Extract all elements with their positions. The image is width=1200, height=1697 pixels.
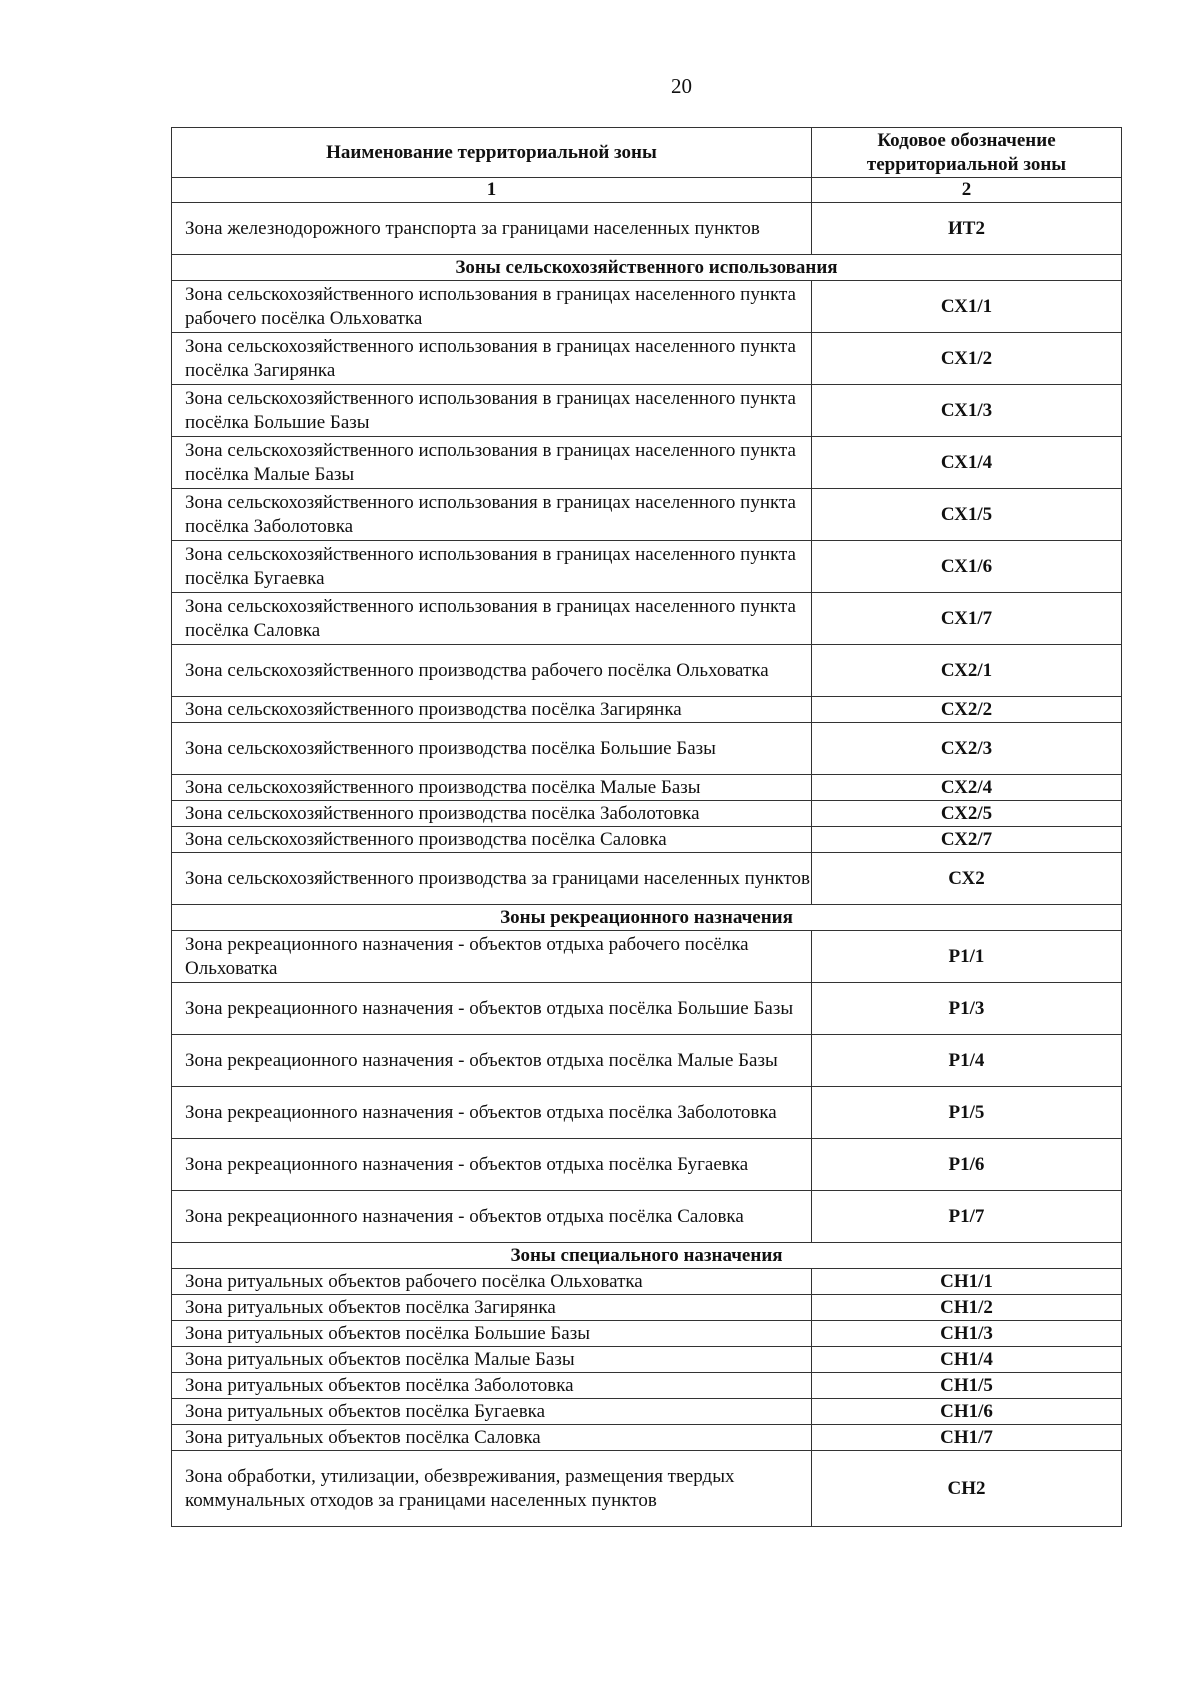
table-row bbox=[172, 645, 1122, 697]
table-row bbox=[172, 1087, 1122, 1139]
table-row bbox=[172, 489, 1122, 541]
zone-code-cell: Р1/4 bbox=[812, 1035, 1122, 1087]
table-row bbox=[172, 1295, 1122, 1321]
zone-code-cell: СН1/3 bbox=[812, 1321, 1122, 1347]
zone-code-cell: СХ1/7 bbox=[812, 593, 1122, 645]
zone-name-cell: Зона рекреационного назначения - объектов отдыха посёлка Бугаевка bbox=[172, 1139, 812, 1191]
zone-code-cell: Р1/5 bbox=[812, 1087, 1122, 1139]
header-zone-code: Кодовое обозначение территориальной зоны bbox=[812, 128, 1122, 178]
zone-code-cell: СН1/1 bbox=[812, 1269, 1122, 1295]
table-row bbox=[172, 593, 1122, 645]
zone-code-cell: СХ1/3 bbox=[812, 385, 1122, 437]
zone-name-cell: Зона ритуальных объектов рабочего посёлка Ольховатка bbox=[172, 1269, 812, 1295]
table-row bbox=[172, 203, 1122, 255]
zone-name-cell: Зона сельскохозяйственного производства посёлка Загирянка bbox=[172, 697, 812, 723]
table-row bbox=[172, 281, 1122, 333]
zone-name-cell: Зона рекреационного назначения - объектов отдыха посёлка Саловка bbox=[172, 1191, 812, 1243]
table-row bbox=[172, 801, 1122, 827]
zone-name-cell: Зона сельскохозяйственного использования в границах населенного пункта рабочего посёлка Ольховатка bbox=[172, 281, 812, 333]
table-row bbox=[172, 827, 1122, 853]
section-row bbox=[172, 255, 1122, 281]
table-row bbox=[172, 437, 1122, 489]
zone-name-cell: Зона сельскохозяйственного использования в границах населенного пункта посёлка Большие Базы bbox=[172, 385, 812, 437]
zone-code-cell: СХ2/7 bbox=[812, 827, 1122, 853]
zone-code-cell: СХ2/1 bbox=[812, 645, 1122, 697]
zone-name-cell: Зона сельскохозяйственного использования в границах населенного пункта посёлка Малые Базы bbox=[172, 437, 812, 489]
table-row bbox=[172, 1139, 1122, 1191]
zone-name-cell: Зона сельскохозяйственного производства посёлка Заболотовка bbox=[172, 801, 812, 827]
zone-name-cell: Зона сельскохозяйственного использования в границах населенного пункта посёлка Бугаевка bbox=[172, 541, 812, 593]
table-row bbox=[172, 1321, 1122, 1347]
zone-name-cell: Зона рекреационного назначения - объектов отдыха рабочего посёлка Ольховатка bbox=[172, 931, 812, 983]
table-row bbox=[172, 723, 1122, 775]
zone-code-cell: Р1/3 bbox=[812, 983, 1122, 1035]
zone-code-cell: СХ2 bbox=[812, 853, 1122, 905]
zone-code-cell: ИТ2 bbox=[812, 203, 1122, 255]
zone-code-cell: СХ2/3 bbox=[812, 723, 1122, 775]
table-row bbox=[172, 541, 1122, 593]
zone-code-cell: СХ1/2 bbox=[812, 333, 1122, 385]
table-row bbox=[172, 775, 1122, 801]
zone-name-cell: Зона ритуальных объектов посёлка Малые Базы bbox=[172, 1347, 812, 1373]
table-row bbox=[172, 1451, 1122, 1527]
section-row bbox=[172, 1243, 1122, 1269]
table-row bbox=[172, 1425, 1122, 1451]
table-header-row bbox=[172, 128, 1122, 178]
zone-name-cell: Зона рекреационного назначения - объектов отдыха посёлка Малые Базы bbox=[172, 1035, 812, 1087]
zone-code-cell: СХ1/1 bbox=[812, 281, 1122, 333]
section-title: Зоны специального назначения bbox=[172, 1243, 1122, 1269]
zone-name-cell: Зона рекреационного назначения - объектов отдыха посёлка Заболотовка bbox=[172, 1087, 812, 1139]
zone-name-cell: Зона сельскохозяйственного производства рабочего посёлка Ольховатка bbox=[172, 645, 812, 697]
section-title: Зоны сельскохозяйственного использования bbox=[172, 255, 1122, 281]
zone-name-cell: Зона сельскохозяйственного производства посёлка Малые Базы bbox=[172, 775, 812, 801]
zone-name-cell: Зона ритуальных объектов посёлка Саловка bbox=[172, 1425, 812, 1451]
table-row bbox=[172, 853, 1122, 905]
page-number: 20 bbox=[671, 74, 692, 98]
zone-name-cell: Зона сельскохозяйственного производства посёлка Большие Базы bbox=[172, 723, 812, 775]
column-number-row bbox=[172, 178, 1122, 203]
zone-name-cell: Зона рекреационного назначения - объектов отдыха посёлка Большие Базы bbox=[172, 983, 812, 1035]
zones-table bbox=[171, 127, 1122, 1527]
zone-code-cell: СХ2/2 bbox=[812, 697, 1122, 723]
table-row bbox=[172, 1399, 1122, 1425]
zone-name-cell: Зона ритуальных объектов посёлка Заболотовка bbox=[172, 1373, 812, 1399]
zone-name-cell: Зона обработки, утилизации, обезвреживания, размещения твердых коммунальных отходов за границами населенных пунктов bbox=[172, 1451, 812, 1527]
zone-code-cell: СХ1/4 bbox=[812, 437, 1122, 489]
zone-code-cell: СХ1/5 bbox=[812, 489, 1122, 541]
table-row bbox=[172, 385, 1122, 437]
column-number-2: 2 bbox=[812, 178, 1122, 203]
table-row bbox=[172, 1191, 1122, 1243]
zone-name-cell: Зона сельскохозяйственного производства за границами населенных пунктов bbox=[172, 853, 812, 905]
zone-code-cell: Р1/7 bbox=[812, 1191, 1122, 1243]
column-number-1: 1 bbox=[172, 178, 812, 203]
table-row bbox=[172, 1035, 1122, 1087]
table-row bbox=[172, 1347, 1122, 1373]
zone-code-cell: СН1/7 bbox=[812, 1425, 1122, 1451]
header-zone-name: Наименование территориальной зоны bbox=[172, 128, 812, 178]
section-row bbox=[172, 905, 1122, 931]
zone-code-cell: Р1/1 bbox=[812, 931, 1122, 983]
zone-name-cell: Зона ритуальных объектов посёлка Большие Базы bbox=[172, 1321, 812, 1347]
zone-code-cell: СН1/2 bbox=[812, 1295, 1122, 1321]
zone-code-cell: СХ1/6 bbox=[812, 541, 1122, 593]
zone-code-cell: СХ2/4 bbox=[812, 775, 1122, 801]
zone-code-cell: СХ2/5 bbox=[812, 801, 1122, 827]
table-row bbox=[172, 1269, 1122, 1295]
zone-code-cell: СН1/4 bbox=[812, 1347, 1122, 1373]
zone-name-cell: Зона железнодорожного транспорта за границами населенных пунктов bbox=[172, 203, 812, 255]
zone-code-cell: СН2 bbox=[812, 1451, 1122, 1527]
table-row bbox=[172, 931, 1122, 983]
zone-name-cell: Зона сельскохозяйственного использования в границах населенного пункта посёлка Загирянка bbox=[172, 333, 812, 385]
zone-code-cell: СН1/5 bbox=[812, 1373, 1122, 1399]
zone-name-cell: Зона сельскохозяйственного использования в границах населенного пункта посёлка Заболотовка bbox=[172, 489, 812, 541]
zone-name-cell: Зона сельскохозяйственного производства посёлка Саловка bbox=[172, 827, 812, 853]
zone-name-cell: Зона ритуальных объектов посёлка Загирянка bbox=[172, 1295, 812, 1321]
zone-name-cell: Зона сельскохозяйственного использования в границах населенного пункта посёлка Саловка bbox=[172, 593, 812, 645]
table-row bbox=[172, 1373, 1122, 1399]
table-row bbox=[172, 697, 1122, 723]
table-row bbox=[172, 983, 1122, 1035]
zone-code-cell: Р1/6 bbox=[812, 1139, 1122, 1191]
zone-name-cell: Зона ритуальных объектов посёлка Бугаевка bbox=[172, 1399, 812, 1425]
zone-code-cell: СН1/6 bbox=[812, 1399, 1122, 1425]
section-title: Зоны рекреационного назначения bbox=[172, 905, 1122, 931]
table-row bbox=[172, 333, 1122, 385]
